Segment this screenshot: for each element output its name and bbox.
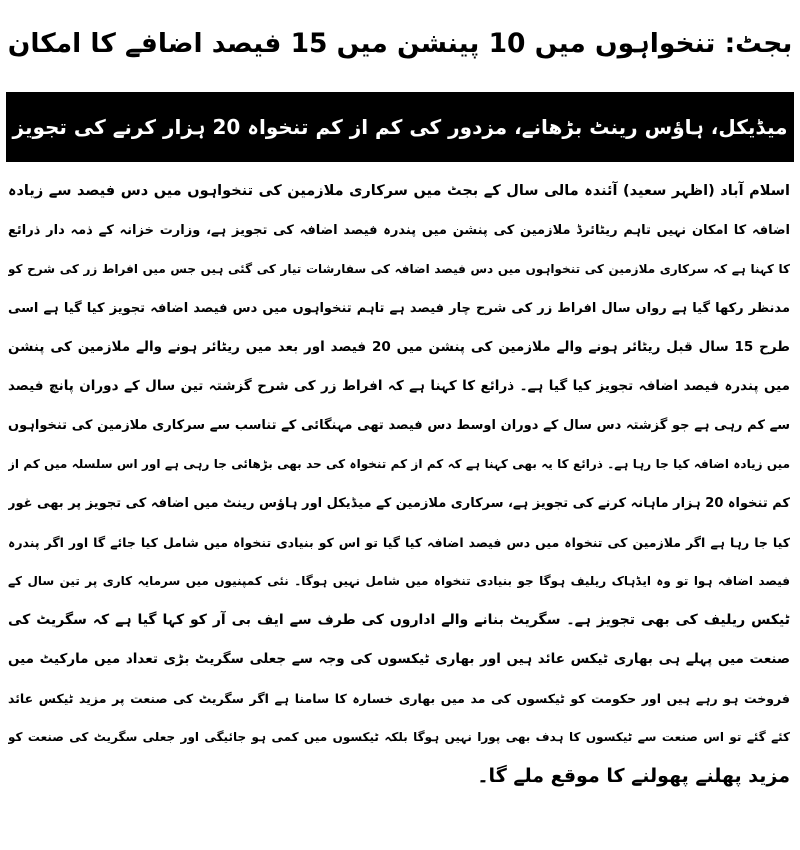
subheadline: میڈیکل، ہاؤس رینٹ بڑھانے، مزدور کی کم از کم تنخواہ 20 ہزار کرنے کی تجویز <box>12 115 788 139</box>
body-line: مدنظر رکھا گیا ہے رواں سال افراط زر کی شرح چار فیصد ہے تاہم تنخواہوں میں دس فیصد اضافہ تجویز کیا گیا ہے اسی <box>8 301 790 316</box>
body-line: کئے گئے تو اس صنعت سے ٹیکسوں کا ہدف بھی پورا نہیں ہوگا بلکہ ٹیکسوں میں کمی ہو جائیگی اور جعلی سگریٹ کی صنعت کو <box>8 730 790 744</box>
body-line: سے کم رہی ہے جو گزشتہ دس سال کے دوران اوسط دس فیصد تھی مہنگائی کے تناسب سے سرکاری ملازمین کی تنخواہوں <box>8 418 790 433</box>
body-line: اسلام آباد (اظہر سعید) آئندہ مالی سال کے بجٹ میں سرکاری ملازمین کی تنخواہوں میں دس فیصد سے زیادہ <box>8 183 790 199</box>
body-line: ٹیکس ریلیف کی بھی تجویز ہے۔ سگریٹ بنانے والے اداروں کی طرف سے ایف بی آر کو کہا گیا ہے کہ سگریٹ کی <box>8 612 790 628</box>
article-body <box>8 172 790 844</box>
body-line: مزید پھلنے پھولنے کا موقع ملے گا۔ <box>477 765 790 787</box>
body-line: فیصد اضافہ ہوا تو وہ ایڈہاک ریلیف ہوگا جو بنیادی تنخواہ میں شامل نہیں ہوگا۔ نئی کمپنیوں میں سرمایہ کاری پر تین سال کے <box>8 574 790 588</box>
body-line: فروخت ہو رہے ہیں اور حکومت کو ٹیکسوں کی مد میں بھاری خسارہ کا سامنا ہے اگر سگریٹ کی صنعت پر مزید ٹیکس عائد <box>8 691 790 706</box>
subheadline-banner <box>6 92 794 162</box>
body-line: طرح 15 سال قبل ریٹائر ہونے والے ملازمین کی پنشن میں 20 فیصد اور بعد میں ریٹائر ہونے والے ملازمین کی پنشن <box>8 339 790 355</box>
body-line: اضافہ کا امکان نہیں تاہم ریٹائرڈ ملازمین کی پنشن میں پندرہ فیصد اضافہ کی تجویز ہے، وزارت خزانہ کے ذمہ دار ذرائع <box>8 223 790 238</box>
body-line: صنعت میں پہلے ہی بھاری ٹیکس عائد ہیں اور بھاری ٹیکسوں کی وجہ سے جعلی سگریٹ بڑی تعداد میں مارکیٹ میں <box>8 651 790 667</box>
body-line: کم تنخواہ 20 ہزار ماہانہ کرنے کی تجویز ہے، سرکاری ملازمین کے میڈیکل اور ہاؤس رینٹ میں اضافہ کی تجویز پر بھی غور <box>8 496 790 511</box>
body-line: میں پندرہ فیصد اضافہ تجویز کیا گیا ہے۔ ذرائع کا کہنا ہے کہ افراط زر کی شرح گزشتہ تین سال کے دوران پانچ فیصد <box>8 378 790 394</box>
headline: بجٹ: تنخواہوں میں 10 پینشن میں 15 فیصد اضافے کا امکان <box>7 28 793 59</box>
body-line: کا کہنا ہے کہ سرکاری ملازمین کی تنخواہوں میں دس فیصد اضافہ کی سفارشات تیار کی گئی ہیں جس میں افراط زر کی شرح کو <box>8 262 790 276</box>
body-line: میں زیادہ اضافہ کیا جا رہا ہے۔ ذرائع کا یہ بھی کہنا ہے کہ کم از کم تنخواہ کی حد بھی بڑھائی جا رہی ہے اور اس سلسلہ میں کم از <box>8 457 790 471</box>
body-line: کیا جا رہا ہے اگر ملازمین کی تنخواہ میں دس فیصد اضافہ کیا گیا تو اس کو بنیادی تنخواہ میں شامل کیا جائے گا اور اگر پندرہ <box>8 535 790 550</box>
